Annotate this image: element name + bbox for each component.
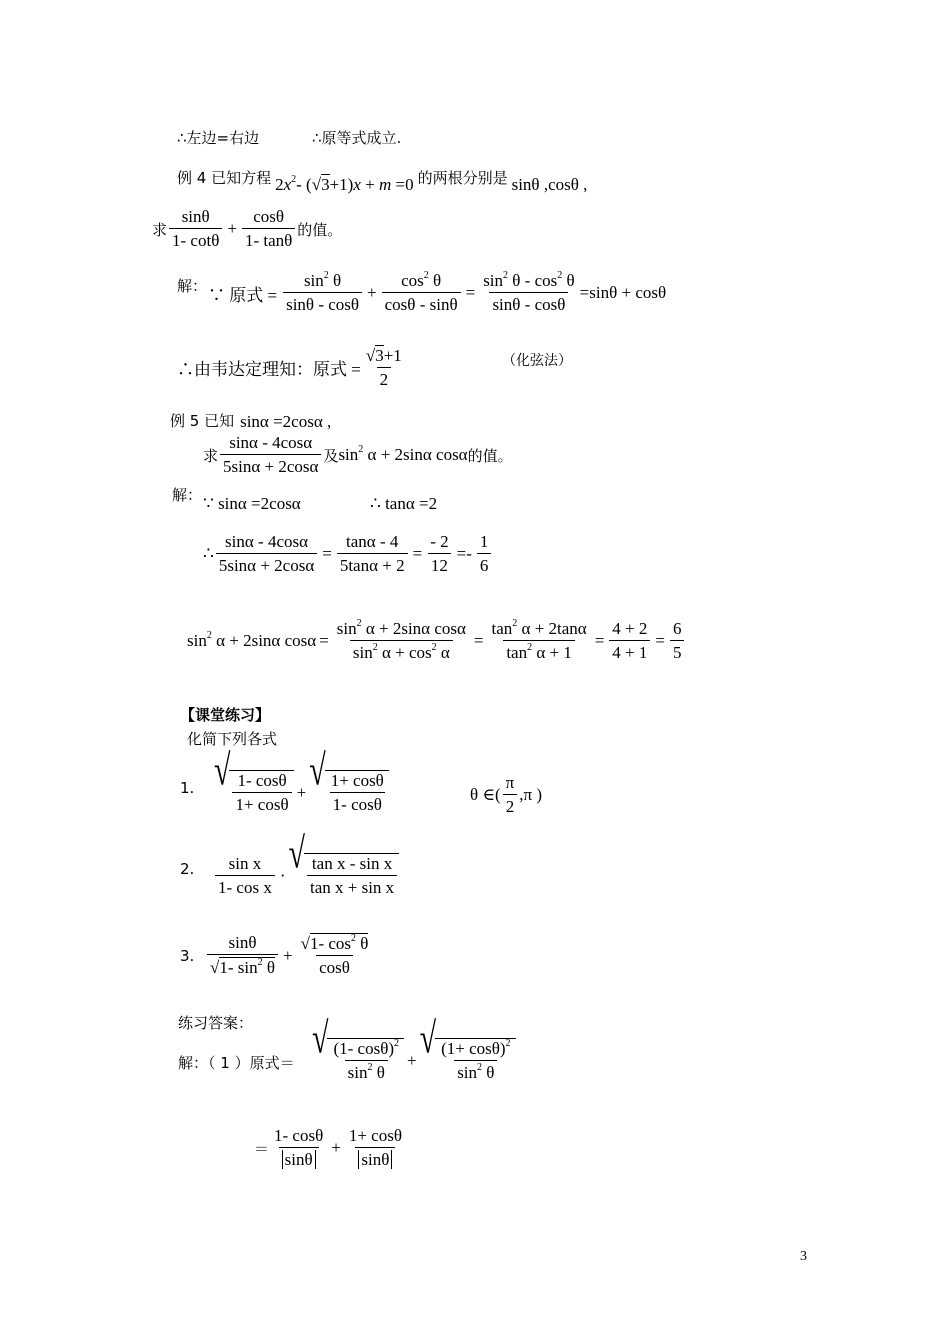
fraction: $\frac{\tan^2 \alpha + 2\tan\alpha}{\tan^2 \alpha + 1}$: [491, 618, 587, 662]
answer-1-step-1: √ $\frac{(1- \cos\theta)^2}{\sin^2 \theta}$ + √ $\frac{(1+ \cos\theta)^2}{\sin^2 \theta}$: [312, 1038, 516, 1083]
example-5-statement: 例 5 已知 sinα =2cosα ,: [170, 411, 332, 431]
example-4-statement: 例 4 已知方程 $2x^2-$ ( √ 3 +1)x + m =0 的两根分别是 sinθ ,cosθ ,: [177, 169, 588, 194]
fraction: √ 1- $\cos^2 \theta$ cosθ: [300, 933, 369, 977]
fraction: $\frac{1}{6}$: [477, 532, 492, 576]
tan-value: ∴ tanα =2: [370, 494, 438, 513]
fraction: $\frac{\sin^2 \theta}{\sin\theta - \cos\theta}$: [283, 271, 362, 315]
radical: √ $\frac{(1+ \cos\theta)^2}{\sin^2 \theta}$: [420, 1038, 516, 1083]
radical: √ $\frac{1- \cos\theta}{1+ \cos\theta}$: [214, 770, 294, 815]
fraction: √ 3 +1 2: [365, 346, 402, 389]
radical: √ $\frac{1+ \cos\theta}{1- \cos\theta}$: [309, 770, 389, 815]
problem-1-label: 1.: [180, 779, 195, 797]
vieta-conclusion: ∴由韦达定理知：原式 = √ 3 +1 2: [177, 345, 407, 390]
given-relation: ∵ sinα =2cosα: [203, 494, 301, 513]
method-note: （化弦法）: [502, 353, 572, 369]
conclusion-right: ∴原等式成立.: [312, 129, 402, 147]
example-5-calc-1: ∴ $\frac{\sin\alpha - 4\cos\alpha}{5\sin\alpha + 2\cos\alpha}$ = $\frac{\tan\alpha - 4}{5\tan\alpha + 2}$ = $\frac{- 2}{12}$ =- $\frac{1}{6}$: [203, 532, 493, 576]
problem-3: sinθ √ 1- $\sin^2 \theta$ + √ 1- $\cos^2 \theta$ cosθ: [205, 933, 373, 978]
fraction: $\frac{\sin\alpha - 4\cos\alpha}{5\sin\alpha + 2\cos\alpha}$: [220, 433, 321, 477]
example-4-label: 例 4 已知方程: [177, 169, 272, 187]
radical: √ $\frac{\text{tan x - sin x}}{\text{tan x + sin x}}$: [289, 853, 400, 898]
answer-1-step-2: ＝ $\frac{1- \cos\theta}{\sin\theta}$ + $\frac{1+ \cos\theta}{\sin\theta}$: [254, 1126, 407, 1170]
solution-label: 解：: [172, 486, 203, 504]
fraction: sinθ √ 1- $\sin^2 \theta$: [207, 933, 278, 978]
example-4-solution: ∵ 原式 = $\frac{\sin^2 \theta}{\sin\theta - \cos\theta}$ + $\frac{\cos^2 \theta}{\cos\theta - \sin\theta}$ = $\frac{\sin^2 \theta - \cos^2 \theta}{\sin\theta - \cos\theta}$ =sinθ + cosθ: [208, 270, 667, 314]
fraction: $\frac{\cos^2 \theta}{\cos\theta - \sin\theta}$: [382, 271, 461, 315]
quadratic-equation: $2x^2-$ ( √ 3 +1)x + m =0: [275, 174, 414, 194]
fraction: $\frac{\cos\theta}{1- \tan\theta}$: [242, 207, 295, 251]
fraction: $\frac{4 + 2}{4 + 1}$: [609, 619, 650, 663]
fraction: $\frac{\sin\theta}{1- \cot\theta}$: [169, 207, 222, 251]
fraction: $\frac{\text{sin x}}{\text{1- cos x}}$: [215, 854, 275, 898]
answer-1-label: 解：（ 1 ）原式＝: [178, 1054, 295, 1072]
fraction: $\frac{6}{5}$: [670, 619, 685, 663]
problem-2-label: 2.: [180, 860, 195, 878]
fraction: $\frac{\sin\alpha - 4\cos\alpha}{5\sin\alpha + 2\cos\alpha}$: [216, 532, 317, 576]
radical: √ $\frac{(1- \cos\theta)^2}{\sin^2 \theta}$: [312, 1038, 404, 1083]
fraction: $\frac{1- \cos\theta}{\sin\theta}$: [274, 1126, 324, 1169]
fraction: $\frac{\sin^2 \theta - \cos^2 \theta}{\sin\theta - \cos\theta}$: [483, 270, 575, 314]
practice-instructions: 化简下列各式: [187, 730, 278, 748]
fraction: $\frac{1+ \cos\theta}{\sin\theta}$: [348, 1126, 402, 1169]
problem-1: √ $\frac{1- \cos\theta}{1+ \cos\theta}$ + √ $\frac{1+ \cos\theta}{1- \cos\theta}$: [214, 770, 389, 815]
answers-heading: 练习答案：: [178, 1014, 254, 1032]
example-4-question: 求 $\frac{\sin\theta}{1- \cot\theta}$ + $\frac{\cos\theta}{1- \tan\theta}$ 的值。: [152, 207, 343, 250]
problem-2: $\frac{\text{sin x}}{\text{1- cos x}}$ · √ $\frac{\text{tan x - sin x}}{\text{tan x + sin x}}$: [213, 853, 399, 898]
problem-3-label: 3.: [180, 947, 195, 965]
example-5-calc-2: $\sin^2 \alpha + 2\sin\alpha$ cosα = $\frac{\sin^2 \alpha + 2\sin\alpha \cos\alpha}{\sin^2 \alpha + \cos^2 \alpha}$ = $\frac{\tan^2 \alpha + 2\tan\alpha}{\tan^2 \alpha + 1}$ = $\frac{4 + 2}{4 + 1}$ = $\frac{6}{5}$: [187, 619, 686, 663]
fraction: $\frac{- 2}{12}$: [427, 532, 451, 576]
example-5-question: 求 $\frac{\sin\alpha - 4\cos\alpha}{5\sin\alpha + 2\cos\alpha}$ 及 $\sin^2 \alpha + 2\sin\alpha$ cosα 的值。: [203, 433, 513, 476]
page-number: 3: [800, 1249, 807, 1264]
conclusion-left: ∴左边=右边: [177, 129, 260, 147]
roots-text: sinθ ,cosθ ,: [511, 174, 588, 194]
fraction: $\frac{\sin^2 \alpha + 2\sin\alpha \cos\alpha}{\sin^2 \alpha + \cos^2 \alpha}$: [336, 618, 466, 662]
practice-header: 【课堂练习】: [180, 706, 271, 724]
problem-1-condition: θ ∈( $\frac{\pi}{2}$ ,π ): [470, 773, 542, 816]
fraction: $\frac{\tan\alpha - 4}{5\tan\alpha + 2}$: [337, 532, 408, 576]
solution-label: 解：: [177, 277, 208, 295]
